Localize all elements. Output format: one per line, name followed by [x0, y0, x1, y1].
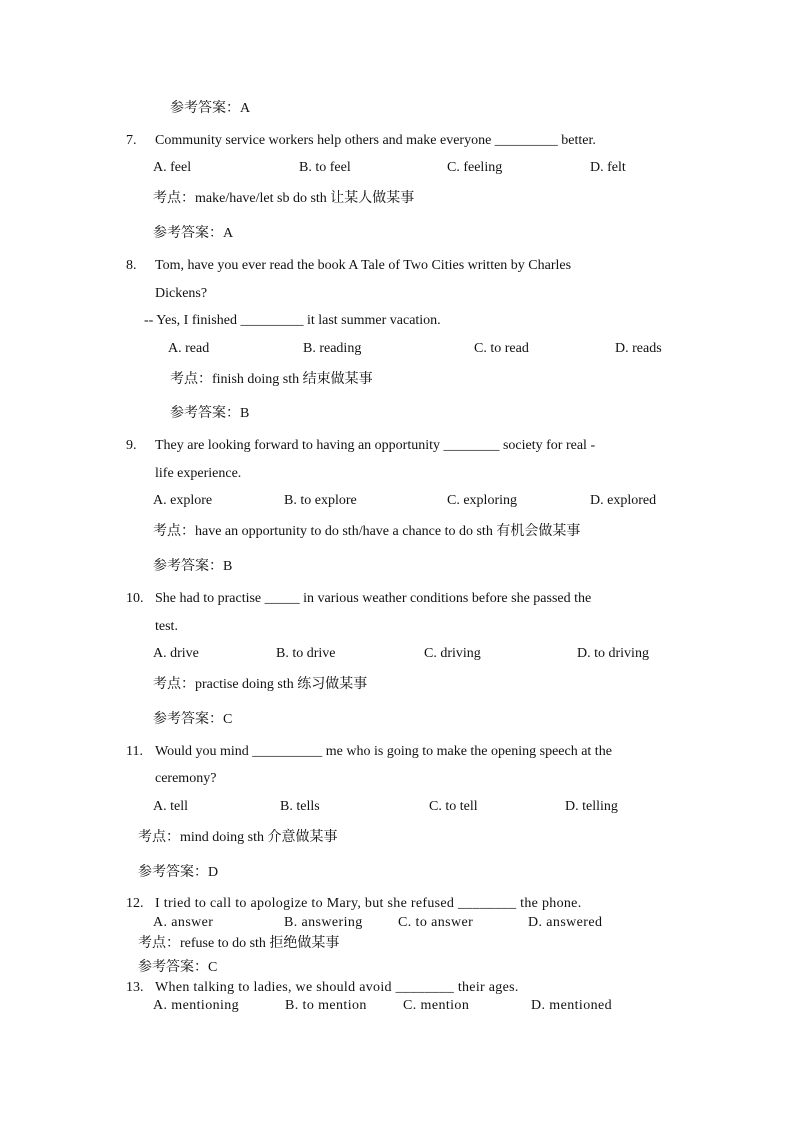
- question-text: Would you mind __________ me who is going to make the opening speech at the: [155, 744, 612, 759]
- question-text-cont: life experience.: [155, 466, 242, 481]
- option-d: D. answered: [528, 915, 603, 930]
- option-d: D. mentioned: [531, 998, 613, 1013]
- option-c: C. mention: [403, 998, 470, 1013]
- answer-line: 参考答案：A: [153, 226, 234, 241]
- option-d: D. reads: [615, 341, 662, 356]
- key-point: 考点：have an opportunity to do sth/have a chance to do sth 有机会做某事: [153, 524, 581, 539]
- answer-line: 参考答案：A: [170, 101, 251, 116]
- option-c: C. to tell: [429, 799, 478, 814]
- question-number: 12.: [126, 896, 144, 911]
- option-a: A. answer: [153, 915, 214, 930]
- question-text: I tried to call to apologize to Mary, but she refused ________ the phone.: [155, 896, 582, 911]
- option-d: D. felt: [590, 160, 626, 175]
- option-d: D. telling: [565, 799, 618, 814]
- option-b: B. to mention: [285, 998, 367, 1013]
- question-number: 7.: [126, 133, 137, 148]
- question-number: 9.: [126, 438, 137, 453]
- option-a: A. read: [168, 341, 210, 356]
- question-text-cont: test.: [155, 619, 178, 634]
- option-a: A. tell: [153, 799, 188, 814]
- question-text-cont: ceremony?: [155, 771, 217, 786]
- key-point: 考点：mind doing sth 介意做某事: [138, 830, 338, 845]
- answer-line: 参考答案：B: [170, 406, 250, 421]
- question-text: When talking to ladies, we should avoid ________ their ages.: [155, 980, 519, 995]
- reply-text: -- Yes, I finished _________ it last summer vacation.: [144, 313, 441, 328]
- option-c: C. to answer: [398, 915, 474, 930]
- option-b: B. to feel: [299, 160, 351, 175]
- key-point: 考点：finish doing sth 结束做某事: [170, 372, 373, 387]
- key-point: 考点：practise doing sth 练习做某事: [153, 677, 368, 692]
- answer-line: 参考答案：D: [138, 865, 219, 880]
- option-b: B. answering: [284, 915, 363, 930]
- key-point: 考点：make/have/let sb do sth 让某人做某事: [153, 191, 415, 206]
- question-text-cont: Dickens?: [155, 286, 208, 301]
- option-b: B. tells: [280, 799, 320, 814]
- question-number: 8.: [126, 258, 137, 273]
- option-b: B. to explore: [284, 493, 357, 508]
- option-a: A. mentioning: [153, 998, 240, 1013]
- question-number: 10.: [126, 591, 144, 606]
- answer-line: 参考答案：B: [153, 559, 233, 574]
- option-d: D. explored: [590, 493, 657, 508]
- option-a: A. drive: [153, 646, 199, 661]
- answer-line: 参考答案：C: [153, 712, 233, 727]
- option-d: D. to driving: [577, 646, 649, 661]
- key-point: 考点：refuse to do sth 拒绝做某事: [138, 936, 340, 951]
- answer-line: 参考答案：C: [138, 960, 218, 975]
- question-text: They are looking forward to having an opportunity ________ society for real -: [155, 438, 596, 453]
- option-c: C. to read: [474, 341, 529, 356]
- option-c: C. exploring: [447, 493, 517, 508]
- question-number: 11.: [126, 744, 143, 759]
- question-text: She had to practise _____ in various weather conditions before she passed the: [155, 591, 592, 606]
- option-a: A. feel: [153, 160, 192, 175]
- question-number: 13.: [126, 980, 144, 995]
- option-b: B. to drive: [276, 646, 336, 661]
- option-c: C. feeling: [447, 160, 503, 175]
- option-a: A. explore: [153, 493, 213, 508]
- option-b: B. reading: [303, 341, 362, 356]
- question-text: Tom, have you ever read the book A Tale of Two Cities written by Charles: [155, 258, 572, 273]
- option-c: C. driving: [424, 646, 481, 661]
- question-text: Community service workers help others and make everyone _________ better.: [155, 133, 596, 148]
